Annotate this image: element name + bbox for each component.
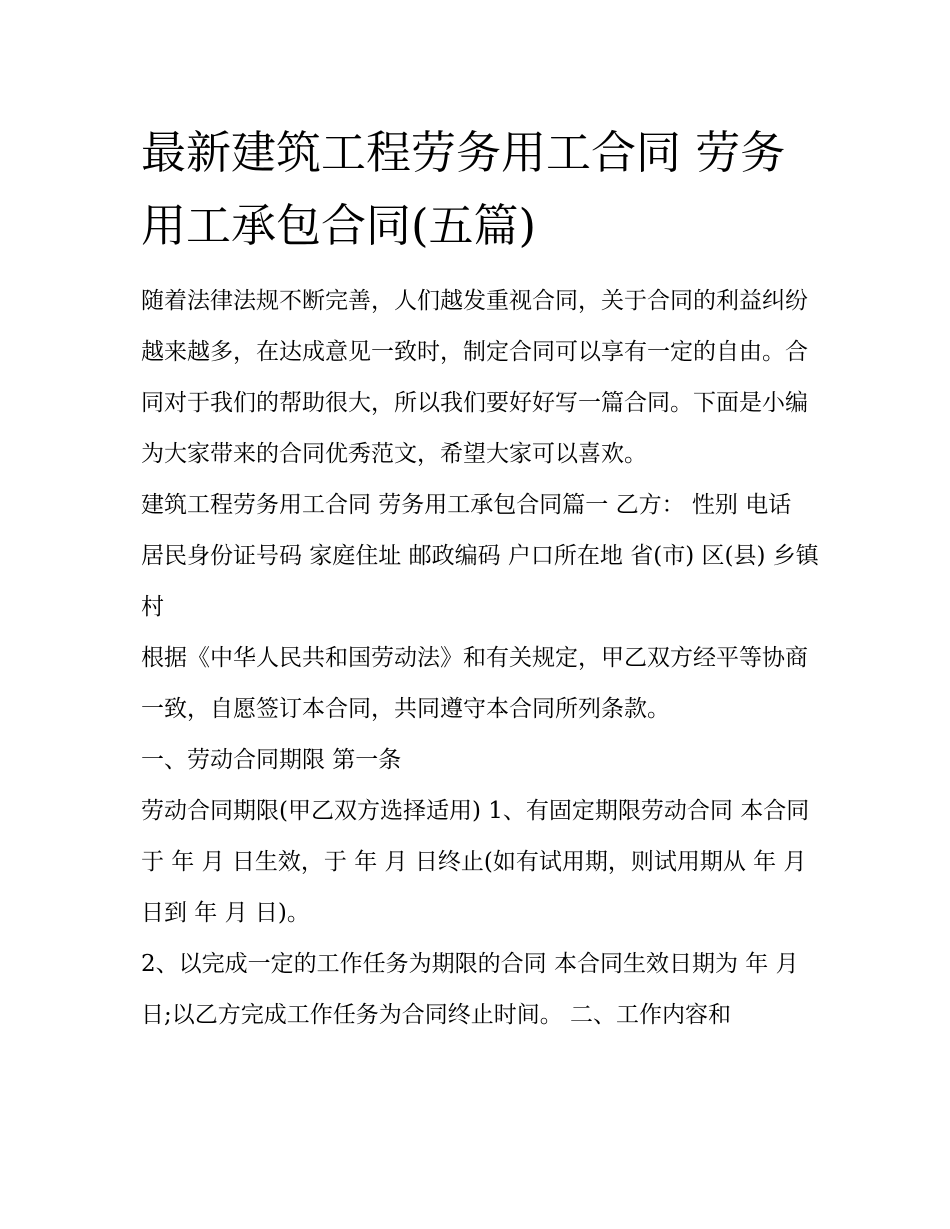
paragraph-term-task: 2、以完成一定的工作任务为期限的合同 本合同生效日期为 年 月 日;以乙方完成工作任务为合同终止时间。 二、工作内容和 (141, 951, 799, 1028)
paragraph-legal-basis: 根据《中华人民共和国劳动法》和有关规定，甲乙双方经平等协商一致，自愿签订本合同，共同遵守本合同所列条款。 (141, 645, 808, 722)
paragraph-intro: 随着法律法规不断完善，人们越发重视合同，关于合同的利益纠纷越来越多，在达成意见一致时，制定合同可以享有一定的自由。合同对于我们的帮助很大，所以我们要好好写一篇合同。下面是小编为大家带来的合同优秀范文，希望大家可以喜欢。 (141, 288, 808, 467)
document-body (141, 276, 821, 1041)
document-title: 最新建筑工程劳务用工合同 劳务用工承包合同(五篇) (141, 126, 786, 252)
paragraph-party-info: 建筑工程劳务用工合同 劳务用工承包合同篇一 乙方： 性别 电话 居民身份证号码 家庭住址 邮政编码 户口所在地 省(市) 区(县) 乡镇 村 (141, 492, 819, 620)
section-heading-contract-term: 一、劳动合同期限 第一条 (141, 747, 402, 773)
paragraph-term-fixed: 劳动合同期限(甲乙双方选择适用) 1、有固定期限劳动合同 本合同于 年 月 日生效，于 年 月 日终止(如有试用期，则试用期从 年 月 日到 年 月 日)。 (141, 798, 810, 926)
